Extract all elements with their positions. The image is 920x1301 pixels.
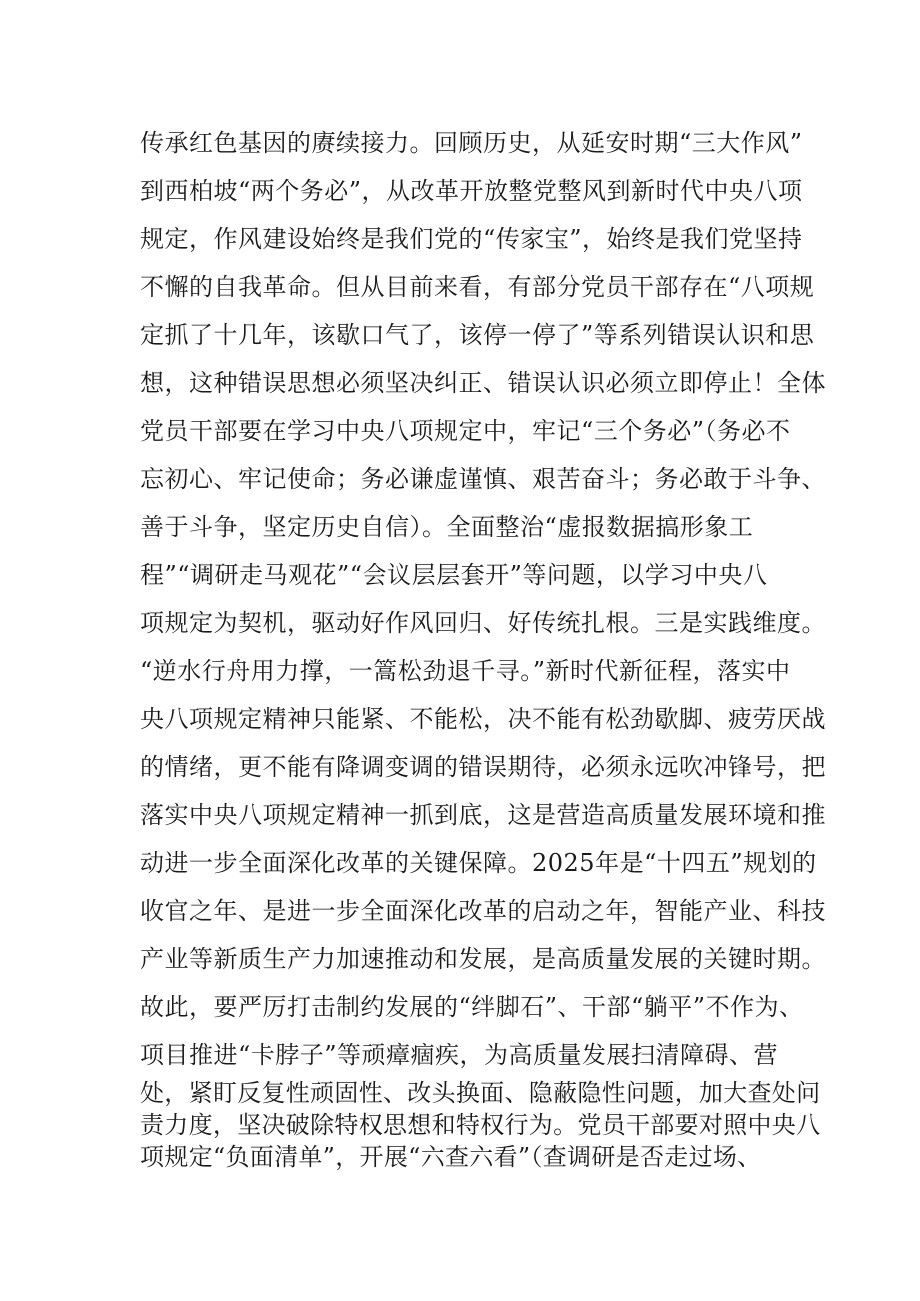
text-line: 收官之年、是进一步全面深化改革的启动之年，智能产业、科技 bbox=[140, 897, 826, 925]
text-line: 故此，要严厉打击制约发展的“绊脚石”、干部“躺平”不作为、 bbox=[140, 993, 804, 1021]
text-line: 善于斗争，坚定历史自信）。全面整治“虚报数据搞形象工 bbox=[140, 513, 754, 541]
text-line: 产业等新质生产力加速推动和发展，是高质量发展的关键时期。 bbox=[140, 945, 826, 973]
text-line: 规定，作风建设始终是我们党的“传家宝”，始终是我们党坚持 bbox=[140, 225, 803, 253]
text-line: 程”“调研走马观花”“会议层层套开”等问题，以学习中央八 bbox=[140, 561, 768, 589]
text-line: “逆水行舟用力撑，一篙松劲退千寻。”新时代新征程，落实中 bbox=[140, 657, 791, 685]
text-line: 动进一步全面深化改革的关键保障。2025年是“十四五”规划的 bbox=[140, 849, 817, 877]
text-line: 处，紧盯反复性顽固性、改头换面、隐蔽隐性问题，加大查处问 bbox=[140, 1079, 821, 1107]
text-line: 央八项规定精神只能紧、不能松，决不能有松劲歇脚、疲劳厌战 bbox=[140, 705, 826, 733]
text-line: 到西柏坡“两个务必”，从改革开放整党整风到新时代中央八项 bbox=[140, 177, 803, 205]
text-line: 想，这种错误思想必须坚决纠正、错误认识必须立即停止！全体 bbox=[140, 369, 826, 397]
text-line: 责力度，坚决破除特权思想和特权行为。党员干部要对照中央八 bbox=[140, 1111, 821, 1139]
text-line: 不懈的自我革命。但从目前来看，有部分党员干部存在“八项规 bbox=[140, 273, 815, 301]
text-line: 传承红色基因的赓续接力。回顾历史，从延安时期“三大作风” bbox=[140, 129, 803, 157]
text-line: 项规定为契机，驱动好作风回归、好传统扎根。三是实践维度。 bbox=[140, 609, 826, 637]
text-line: 忘初心、牢记使命；务必谦虚谨慎、艰苦奋斗；务必敢于斗争、 bbox=[140, 465, 826, 493]
text-line: 项目推进“卡脖子”等顽瘴痼疾，为高质量发展扫清障碍、营 bbox=[140, 1041, 779, 1069]
text-line: 落实中央八项规定精神一抓到底，这是营造高质量发展环境和推 bbox=[140, 801, 826, 829]
text-line: 党员干部要在学习中央八项规定中，牢记“三个务必”（务必不 bbox=[140, 417, 791, 445]
text-line: 项规定“负面清单”，开展“六查六看”（查调研是否走过场、 bbox=[140, 1143, 762, 1171]
text-line: 定抓了十几年，该歇口气了，该停一停了”等系列错误认识和思 bbox=[140, 321, 815, 349]
text-line: 的情绪，更不能有降调变调的错误期待，必须永远吹冲锋号，把 bbox=[140, 753, 826, 781]
